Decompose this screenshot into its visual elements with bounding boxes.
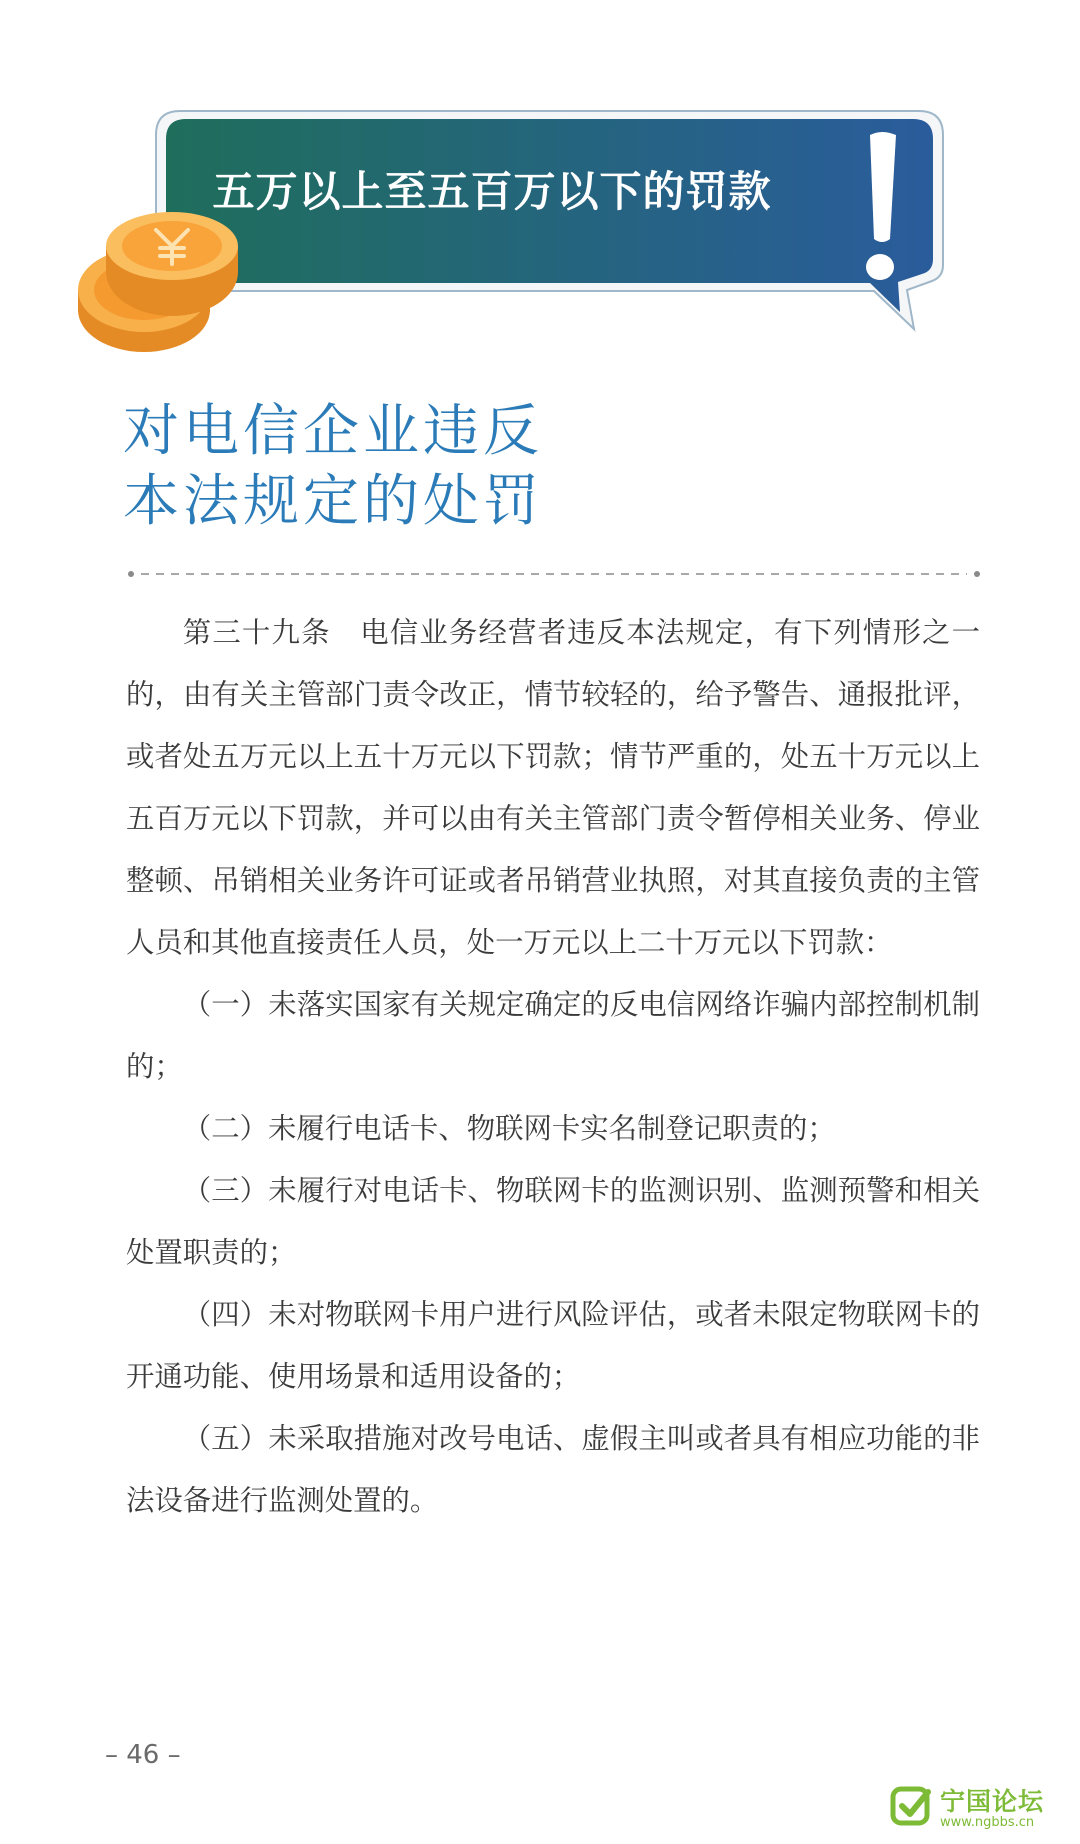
banner [152,107,947,332]
coin-stack-icon [72,210,242,360]
list-item: （二）未履行电话卡、物联网卡实名制登记职责的； [182,1112,836,1145]
ngbbs-logo-icon [890,1784,934,1828]
watermark-name: 宁国论坛 [940,1787,1045,1816]
list-item: （三）未履行对电话卡、物联网卡的监测识别、监测预警和相关处置职责的； [126,1174,980,1269]
list-item: （五）未采取措施对改号电话、虚假主叫或者具有相应功能的非法设备进行监测处置的。 [126,1422,980,1517]
exclamation-icon [852,127,912,297]
banner-title: 五万以上至五百万以下的罚款 [212,167,772,216]
watermark-url: www.ngbbs.cn [940,1815,1035,1830]
page-number: – 46 – [105,1740,181,1770]
list-item: （四）未对物联网卡用户进行风险评估，或者未限定物联网卡的开通功能、使用场景和适用设备的； [126,1298,980,1393]
speech-bubble [152,107,947,332]
section-title-line1: 对电信企业违反 [123,399,543,464]
section-title [123,397,823,537]
section-title-line2: 本法规定的处罚 [123,469,543,534]
list-item: （一）未落实国家有关规定确定的反电信网络诈骗内部控制机制的； [126,988,980,1083]
article-body [126,602,980,1532]
watermark [890,1782,1070,1838]
dotted-divider [127,570,981,578]
article-paragraph: 第三十九条 电信业务经营者违反本法规定，有下列情形之一的，由有关主管部门责令改正，情节较轻的，给予警告、通报批评，或者处五万元以上五十万元以下罚款；情节严重的，处五十万元以上五百万元以下罚款，并可以由有关主管部门责令暂停相关业务、停业整顿、吊销相关业务许可证或者吊销营业执照，对其直接负责的主管人员和其他直接责任人员，处一万元以上二十万元以下罚款： [126,616,980,959]
